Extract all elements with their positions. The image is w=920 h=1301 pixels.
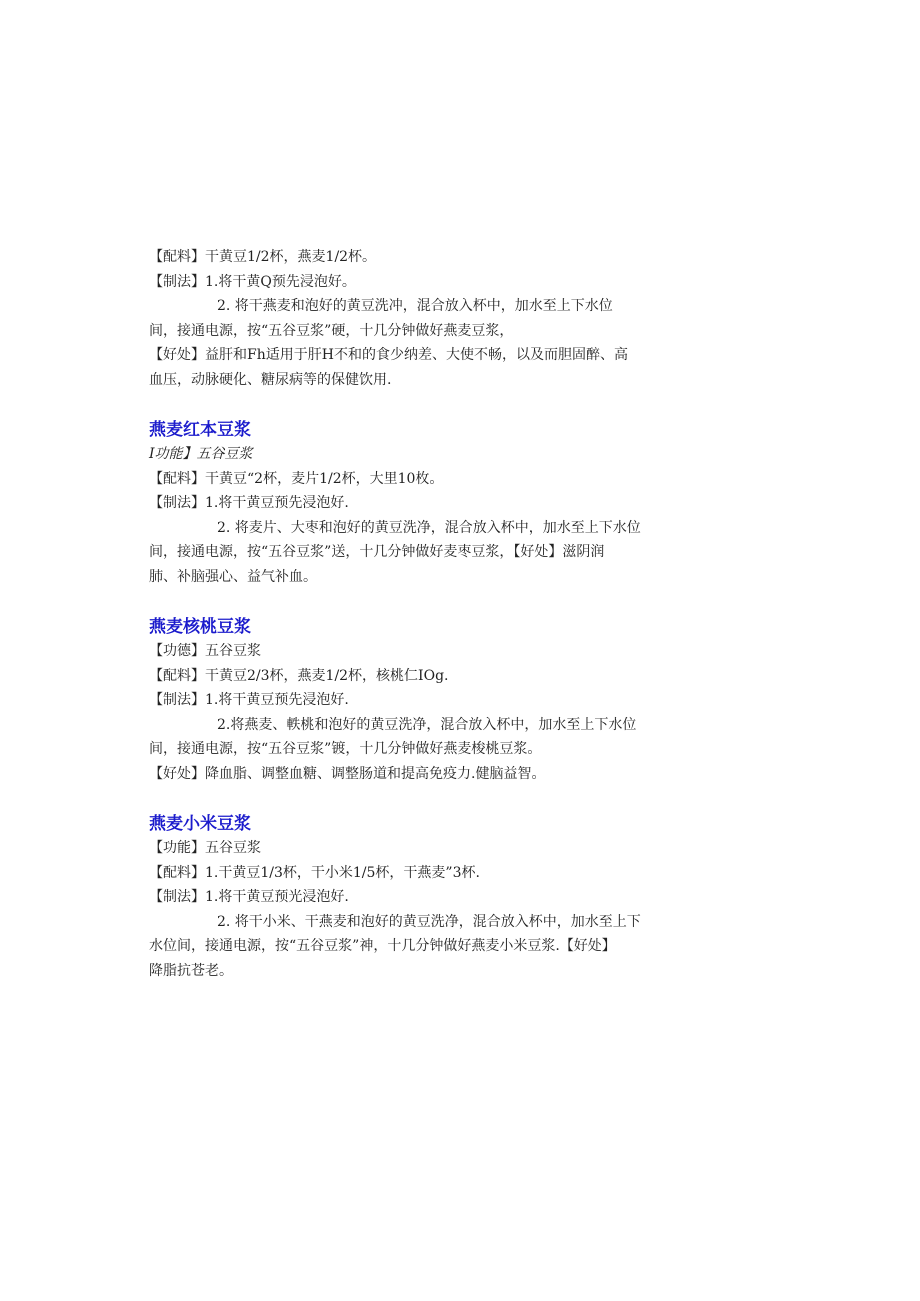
- ingredients-line: 【配料】1.干黄豆1/3杯，干小米1/5杯，干燕麦”3杯.: [149, 864, 480, 881]
- method-step-2: 2.将燕麦、軼桃和泡好的黄豆洗净，混合放入杯中，加水至上下水位: [217, 716, 637, 733]
- method-step-2-cont: 间，接通电源，按“五谷豆浆”镀，十几分钟做好燕麦梭桃豆浆。: [149, 741, 542, 757]
- method-step-1: 【制法】1.将干黄Q预先浸泡好。: [149, 273, 356, 290]
- benefits-line: 【好处】益肝和Fh适用于肝H不和的食少纳差、大使不畅，以及而胆固醉、高: [149, 347, 628, 363]
- ingredients-line: 【配料】干黄豆1/2杯，燕麦1/2杯。: [149, 249, 377, 265]
- recipe-title: 燕麦红本豆浆: [149, 420, 251, 440]
- method-step-2: 2. 将麦片、大枣和泡好的黄豆洗净，混合放入杯中，加水至上下水位: [217, 519, 641, 536]
- ingredients-line: 【配料】干黄豆2/3杯，燕麦1/2杯，核桃仁IOg.: [149, 667, 449, 684]
- benefits-line-cont: 肺、补脑强心、益气补血。: [149, 568, 317, 585]
- ingredients-line: 【配料】干黄豆“2杯，麦片1/2杯，大里10枚。: [149, 470, 444, 487]
- benefits-line-cont: 血压，动脉硬化、糖尿病等的保健饮用.: [149, 371, 392, 388]
- recipe-section-oat-walnut-soymilk: [149, 615, 689, 786]
- function-line: I功能】五谷豆浆: [149, 446, 253, 462]
- method-step-1: 【制法】1.将干黄豆预光浸泡好.: [149, 889, 349, 905]
- recipe-section-oat-millet-soymilk: [149, 812, 689, 983]
- method-step-2-cont: 水位间，接通电源，按“五谷豆浆”神，十几分钟做好燕麦小米豆浆.【好处】: [149, 938, 616, 954]
- method-step-1: 【制法】1.将干黄豆预先浸泡好.: [149, 495, 349, 511]
- recipe-title: 燕麦小米豆浆: [149, 814, 251, 834]
- method-step-2: 2. 将干小米、干燕麦和泡好的黄豆洗净，混合放入杯中，加水至上下: [217, 913, 641, 930]
- method-step-2-cont: 间，接通电源，按“五谷豆浆”送，十几分钟做好麦枣豆浆，【好处】滋阴润: [149, 544, 605, 560]
- method-step-1: 【制法】1.将干黄豆预先浸泡好.: [149, 692, 349, 708]
- benefits-line-cont: 降脂抗苍老。: [149, 962, 233, 979]
- recipe-section-oat-date-soymilk: [149, 418, 689, 589]
- recipe-title: 燕麦核桃豆浆: [149, 617, 251, 637]
- function-line: 【功德】五谷豆浆: [149, 643, 261, 659]
- recipe-section-oat-soymilk: [149, 245, 689, 392]
- method-step-2-cont: 间，接通电源，按“五谷豆浆”硬，十几分钟做好燕麦豆浆，: [149, 322, 514, 339]
- benefits-line: 【好处】降血脂、调整血糖、调整肠道和提高免疫力.健脑益智。: [149, 765, 546, 782]
- recipe-document: [149, 245, 689, 983]
- function-line: 【功能】五谷豆浆: [149, 840, 261, 856]
- method-step-2: 2. 将干燕麦和泡好的黄豆洗冲，混合放入杯中，加水至上下水位: [217, 298, 613, 314]
